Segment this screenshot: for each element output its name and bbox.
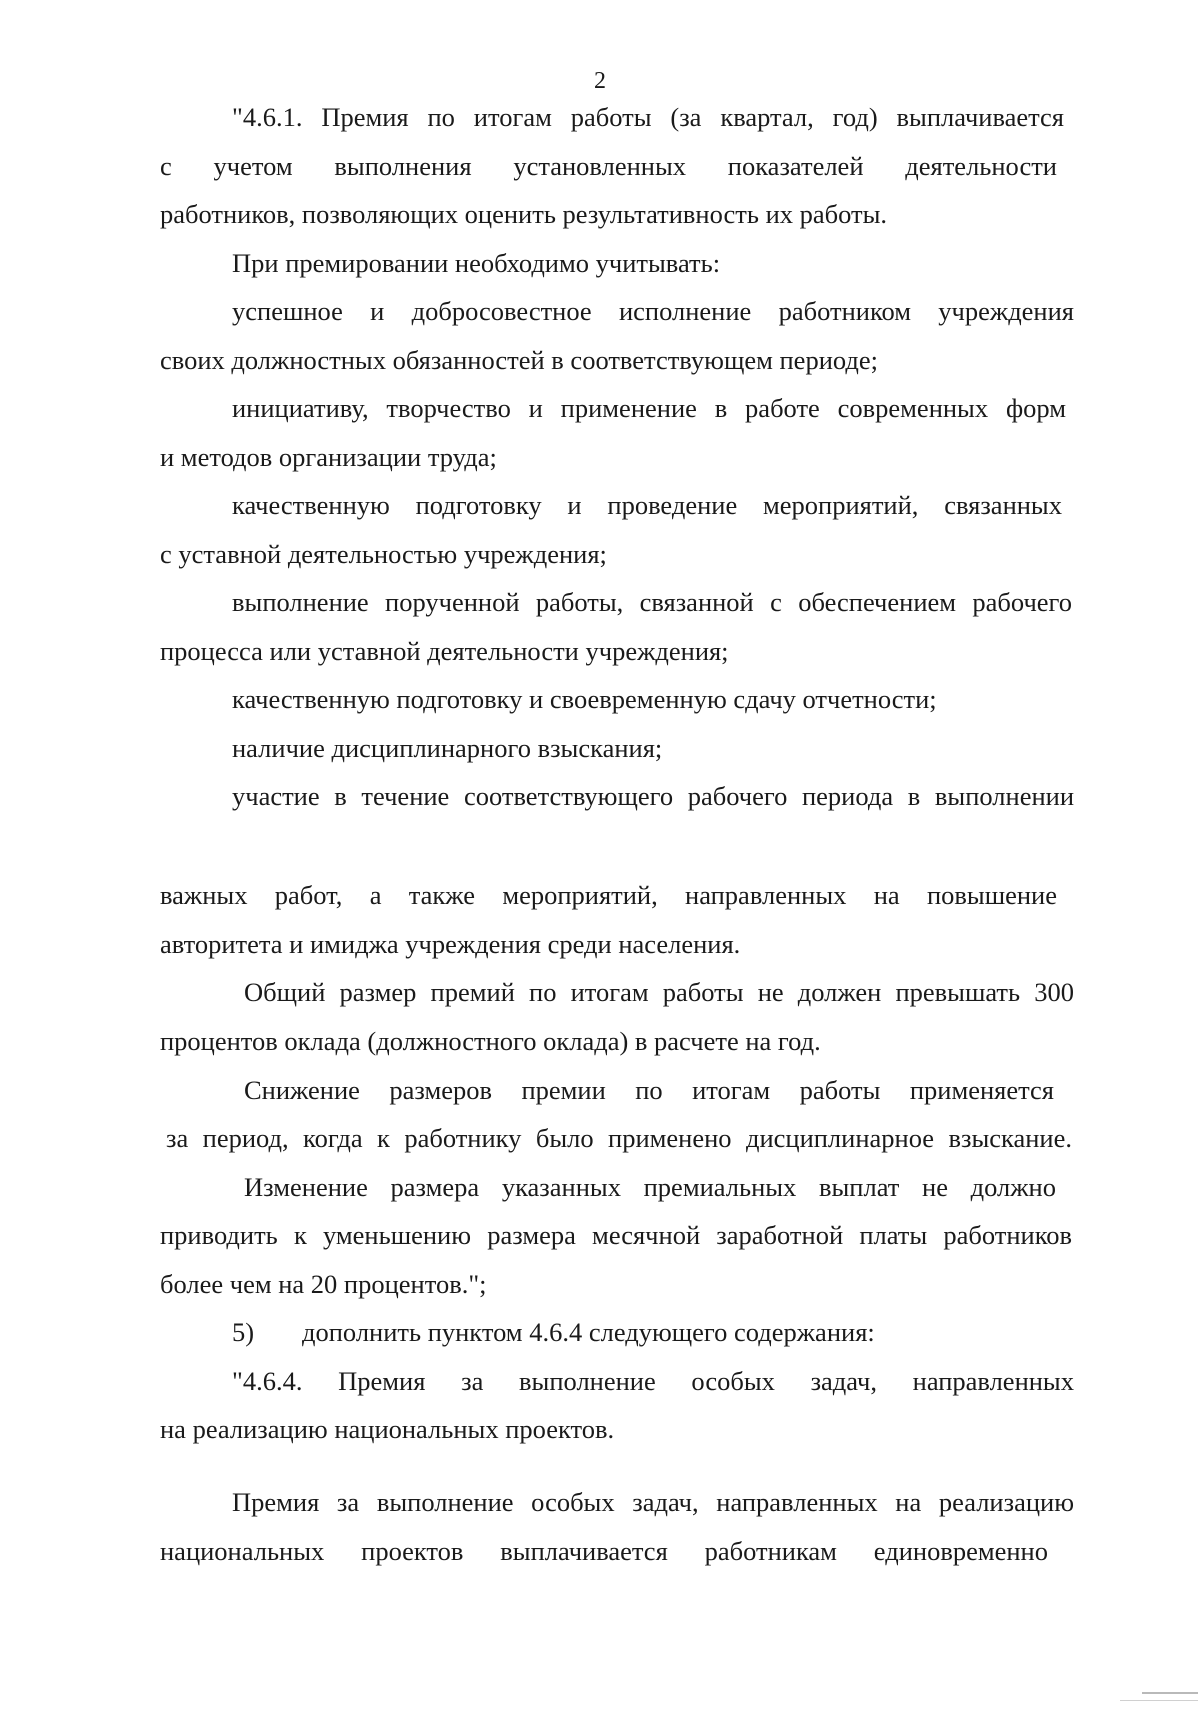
text-line: "4.6.4. Премия за выполнение особых задач, направленных: [232, 1366, 1074, 1396]
text-line: успешное и добросовестное исполнение работником учреждения: [232, 296, 1074, 326]
text-line: на реализацию национальных проектов.: [160, 1414, 615, 1444]
text-line: "4.6.1. Премия по итогам работы (за квартал, год) выплачивается: [232, 102, 1064, 132]
text-line: национальных проектов выплачивается работникам единовременно: [160, 1536, 1048, 1566]
text-line: качественную подготовку и проведение мероприятий, связанных: [232, 490, 1062, 520]
text-line: авторитета и имиджа учреждения среди населения.: [160, 929, 741, 959]
text-line: При премировании необходимо учитывать:: [232, 248, 721, 278]
text-line: своих должностных обязанностей в соответствующем периоде;: [160, 345, 878, 375]
text-line: важных работ, а также мероприятий, направленных на повышение: [160, 880, 1057, 910]
list-number: 5): [232, 1317, 255, 1347]
text-line: качественную подготовку и своевременную сдачу отчетности;: [232, 684, 937, 714]
text-line: приводить к уменьшению размера месячной заработной платы работников: [160, 1220, 1072, 1250]
text-line: выполнение порученной работы, связанной с обеспечением рабочего: [232, 587, 1072, 617]
text-line: Премия за выполнение особых задач, направленных на реализацию: [232, 1487, 1074, 1517]
scan-artifact: [1142, 1692, 1198, 1694]
text-line: дополнить пунктом 4.6.4 следующего содержания:: [302, 1317, 875, 1347]
text-line: с уставной деятельностью учреждения;: [160, 539, 607, 569]
text-line: более чем на 20 процентов.";: [160, 1269, 487, 1299]
text-line: и методов организации труда;: [160, 442, 497, 472]
page-number: 2: [594, 68, 606, 94]
text-line: участие в течение соответствующего рабочего периода в выполнении: [232, 781, 1074, 811]
scan-artifact: [1120, 1700, 1198, 1701]
text-line: с учетом выполнения установленных показателей деятельности: [160, 151, 1057, 181]
text-line: процентов оклада (должностного оклада) в расчете на год.: [160, 1026, 821, 1056]
text-line: работников, позволяющих оценить результативность их работы.: [160, 199, 888, 229]
text-line: Изменение размера указанных премиальных выплат не должно: [244, 1172, 1056, 1202]
text-line: инициативу, творчество и применение в работе современных форм: [232, 393, 1066, 423]
text-line: наличие дисциплинарного взыскания;: [232, 733, 663, 763]
text-line: Снижение размеров премии по итогам работы применяется: [244, 1075, 1054, 1105]
text-line: процесса или уставной деятельности учреждения;: [160, 636, 729, 666]
text-line: за период, когда к работнику было применено дисциплинарное взыскание.: [166, 1123, 1072, 1153]
text-line: Общий размер премий по итогам работы не должен превышать 300: [244, 977, 1074, 1007]
